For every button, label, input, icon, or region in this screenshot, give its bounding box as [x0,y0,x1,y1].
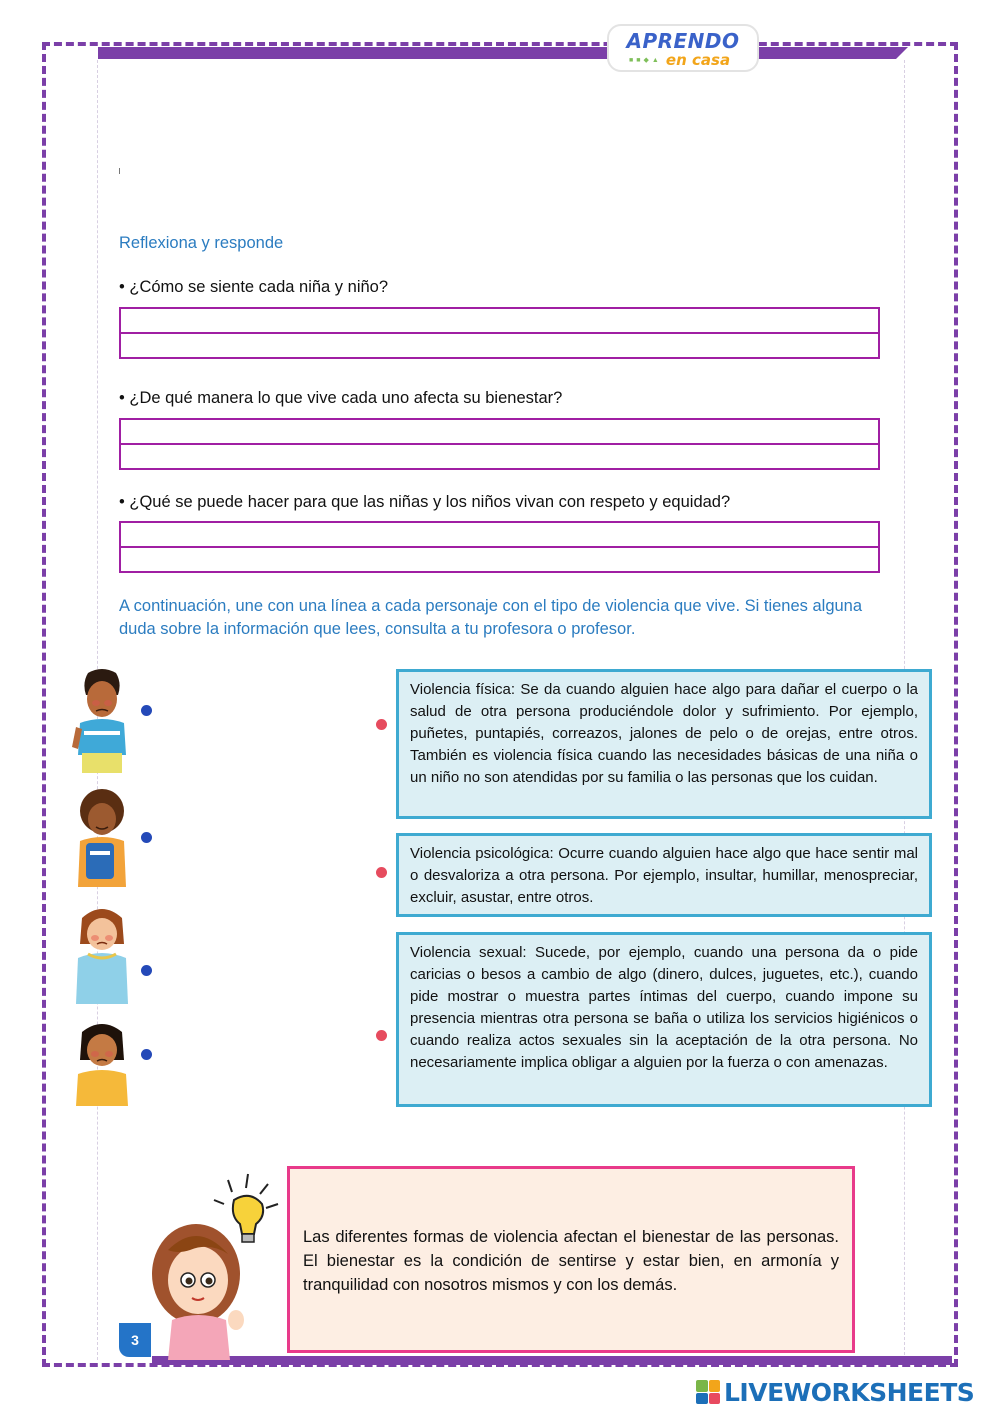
answer-box-3[interactable] [119,521,880,573]
character-2-connector-dot[interactable] [141,832,152,843]
liveworksheets-text: LIVEWORKSHEETS [724,1377,975,1407]
logo-sub-text: en casa [665,51,731,69]
child-girl-curly-hair-illustration [70,787,134,897]
small-mark [119,168,120,174]
violence-psychological-box: Violencia psicológica: Ocurre cuando alguien hace algo que hace sentir mal o desvaloriza a otra persona. Por ejemplo, insultar, humillar, menospreciar, excluir, asustar, entre otros. [396,833,932,917]
child-boy-sad-illustration [70,667,134,777]
header-bar [98,47,608,59]
character-4-connector-dot[interactable] [141,1049,152,1060]
character-1-connector-dot[interactable] [141,705,152,716]
page-number: 3 [119,1323,151,1357]
question-2: • ¿De qué manera lo que vive cada uno afecta su bienestar? [119,389,563,407]
girl-with-lightbulb-illustration [150,1170,280,1360]
violence-physical-box: Violencia física: Se da cuando alguien hace algo para dañar el cuerpo o la salud de otra persona produciéndole dolor y sufrimiento. Por ejemplo, puñetes, puntapiés, correazos, jalones de pelo o de orejas, entre otros. También es violencia física cuando las necesidades básicas de una niña o un niño no son atendidas por su familia o las personas que los cuidan. [396,669,932,819]
answer-box-1[interactable] [119,307,880,359]
child-girl-worried-illustration [70,1020,134,1106]
aprendo-en-casa-logo [607,24,759,72]
header-bar-right [758,47,908,59]
violence-physical-connector-dot[interactable] [376,719,387,730]
logo-dots: ■■◆▲ [629,57,662,64]
section-title: Reflexiona y responde [119,234,284,252]
info-box: Las diferentes formas de violencia afectan el bienestar de las personas. El bienestar es la condición de sentirse y estar bien, en armonía y tranquilidad con nosotros mismos y con los demás. [287,1166,855,1353]
logo-main-text: APRENDO [626,29,740,53]
question-3: • ¿Qué se puede hacer para que las niñas y los niños vivan con respeto y equidad? [119,493,731,511]
liveworksheets-logo-icon [696,1380,720,1404]
violence-sexual-box: Violencia sexual: Sucede, por ejemplo, cuando una persona da o pide caricias o besos a cambio de algo (dinero, dulces, juguetes, etc.), cuando pide mostrar o muestra partes íntimas del cuerpo, cuando impone su presencia mientras otra persona se baña o utiliza los servicios higiénicos o cuando realiza actos sexuales sin la aceptación de la otra persona. No necesariamente implica obligar a alguien por la fuerza o con amenazas. [396,932,932,1107]
character-3-connector-dot[interactable] [141,965,152,976]
violence-sexual-connector-dot[interactable] [376,1030,387,1041]
violence-psychological-connector-dot[interactable] [376,867,387,878]
liveworksheets-watermark [696,1377,974,1407]
child-girl-crying-illustration [70,904,134,1008]
matching-instructions: A continuación, une con una línea a cada personaje con el tipo de violencia que vive. Si tienes alguna duda sobre la información que lees, consulta a tu profesora o profesor. [119,597,863,638]
answer-box-2[interactable] [119,418,880,470]
question-1: • ¿Cómo se siente cada niña y niño? [119,278,389,296]
